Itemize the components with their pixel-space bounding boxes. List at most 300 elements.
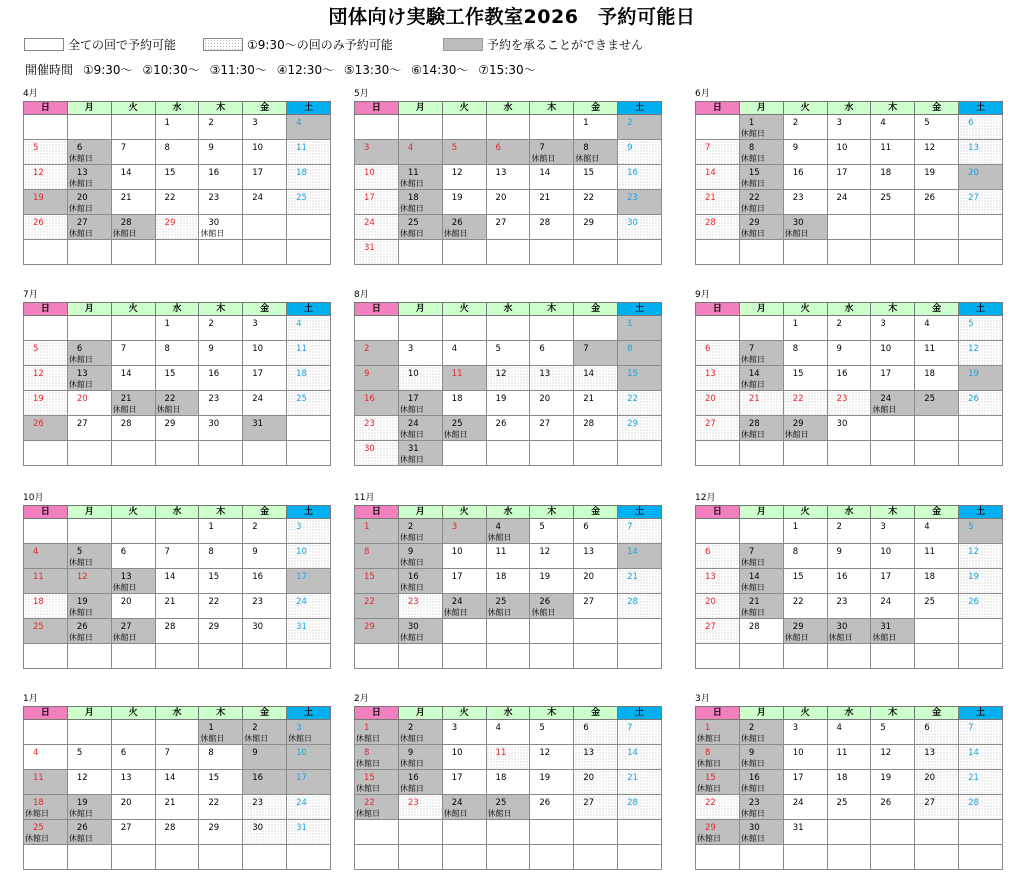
day-cell — [915, 795, 959, 820]
day-cell — [486, 720, 530, 745]
day-cell — [111, 619, 155, 644]
day-cell — [574, 594, 618, 619]
day-number: 25 — [33, 622, 44, 632]
day-number: 11 — [296, 344, 307, 354]
empty-cell — [67, 316, 111, 341]
day-number: 15 — [208, 773, 220, 783]
day-cell — [24, 341, 68, 366]
day-number: 31 — [407, 444, 419, 454]
day-number: 27 — [76, 218, 88, 228]
closed-note: 休館日 — [112, 633, 137, 642]
day-number: 2 — [407, 522, 414, 532]
month-calendar — [354, 694, 662, 870]
day-number: 5 — [924, 118, 930, 128]
weekday-header: 水 — [486, 102, 530, 115]
day-cell — [739, 720, 783, 745]
weekday-header: 土 — [618, 707, 662, 720]
day-cell — [618, 190, 662, 215]
day-cell — [827, 569, 871, 594]
day-cell — [398, 215, 442, 240]
closed-note: 休館日 — [872, 633, 897, 642]
weekday-header: 水 — [155, 707, 199, 720]
day-number: 11 — [33, 773, 44, 783]
closed-note: 休館日 — [740, 380, 765, 389]
closed-note: 休館日 — [740, 608, 765, 617]
empty-cell — [111, 316, 155, 341]
day-number: 16 — [364, 394, 375, 404]
day-number: 22 — [164, 394, 176, 404]
day-number: 27 — [583, 798, 595, 808]
closed-note: 休館日 — [68, 355, 93, 364]
day-cell — [155, 416, 199, 441]
month-label: 3月 — [695, 694, 710, 704]
day-cell — [959, 140, 1003, 165]
empty-cell — [287, 644, 331, 669]
day-number: 25 — [296, 394, 307, 404]
day-number: 28 — [627, 597, 638, 607]
day-cell — [486, 745, 530, 770]
weekday-header: 金 — [915, 707, 959, 720]
closed-note: 休館日 — [68, 229, 93, 238]
day-number: 19 — [495, 394, 507, 404]
weekday-header: 金 — [574, 303, 618, 316]
day-number: 14 — [627, 748, 638, 758]
empty-cell — [287, 215, 331, 240]
closed-note: 休館日 — [740, 129, 765, 138]
month-table — [354, 101, 662, 265]
empty-cell — [574, 845, 618, 870]
day-cell — [486, 190, 530, 215]
weekday-header: 土 — [287, 303, 331, 316]
day-number: 20 — [76, 394, 88, 404]
closed-note: 休館日 — [399, 558, 424, 567]
empty-cell — [696, 240, 740, 265]
day-number: 21 — [705, 193, 716, 203]
empty-cell — [871, 215, 915, 240]
day-cell — [398, 416, 442, 441]
day-number: 29 — [748, 218, 760, 228]
day-cell — [959, 341, 1003, 366]
empty-cell — [618, 644, 662, 669]
day-cell — [155, 140, 199, 165]
day-cell — [243, 770, 287, 795]
day-cell — [959, 316, 1003, 341]
legend-available-label: 全ての回で予約可能 — [68, 37, 177, 52]
day-cell — [355, 745, 399, 770]
day-number: 23 — [407, 798, 419, 808]
day-number: 5 — [968, 319, 974, 329]
day-cell — [696, 720, 740, 745]
day-cell — [618, 569, 662, 594]
weekday-header: 水 — [827, 506, 871, 519]
day-number: 13 — [583, 748, 595, 758]
empty-cell — [618, 820, 662, 845]
day-number: 26 — [880, 798, 892, 808]
day-number: 12 — [924, 143, 936, 153]
day-number: 26 — [539, 798, 551, 808]
day-number: 6 — [583, 723, 589, 733]
month-calendar — [695, 694, 1003, 870]
day-cell — [355, 341, 399, 366]
day-number: 26 — [539, 597, 551, 607]
day-number: 21 — [164, 597, 176, 607]
closed-note: 休館日 — [740, 229, 765, 238]
day-number: 30 — [252, 622, 264, 632]
weekday-header: 金 — [915, 303, 959, 316]
day-cell — [871, 316, 915, 341]
day-cell — [243, 720, 287, 745]
day-cell — [111, 391, 155, 416]
empty-cell — [827, 644, 871, 669]
day-number: 23 — [208, 394, 220, 404]
day-number: 30 — [364, 444, 375, 454]
empty-cell — [155, 720, 199, 745]
empty-cell — [739, 240, 783, 265]
day-number: 8 — [748, 143, 755, 153]
day-number: 17 — [451, 572, 463, 582]
day-number: 15 — [583, 168, 595, 178]
day-number: 4 — [296, 118, 302, 128]
day-number: 4 — [495, 723, 501, 733]
day-number: 15 — [705, 773, 716, 783]
weekday-header: 土 — [618, 303, 662, 316]
day-cell — [530, 165, 574, 190]
empty-cell — [111, 845, 155, 870]
day-cell — [287, 391, 331, 416]
day-number: 21 — [627, 572, 638, 582]
day-cell — [783, 720, 827, 745]
day-cell — [398, 720, 442, 745]
closed-note: 休館日 — [697, 734, 721, 743]
weekday-header: 木 — [199, 506, 243, 519]
closed-note: 休館日 — [25, 809, 49, 818]
day-number: 27 — [539, 419, 551, 429]
day-cell — [783, 745, 827, 770]
closed-note: 休館日 — [399, 734, 424, 743]
day-number: 2 — [252, 522, 258, 532]
closed-note: 休館日 — [68, 633, 93, 642]
day-number: 14 — [539, 168, 551, 178]
day-number: 31 — [364, 243, 375, 253]
day-number: 10 — [836, 143, 848, 153]
empty-cell — [696, 644, 740, 669]
empty-cell — [486, 316, 530, 341]
day-cell — [959, 795, 1003, 820]
weekday-header: 日 — [355, 303, 399, 316]
day-number: 9 — [252, 547, 258, 557]
weekday-header: 日 — [696, 506, 740, 519]
day-number: 28 — [120, 419, 132, 429]
closed-note: 休館日 — [244, 734, 269, 743]
day-number: 30 — [836, 419, 848, 429]
empty-cell — [24, 441, 68, 466]
closed-note: 休館日 — [740, 154, 765, 163]
day-number: 9 — [208, 143, 214, 153]
empty-cell — [486, 820, 530, 845]
empty-cell — [915, 845, 959, 870]
day-number: 27 — [120, 823, 132, 833]
day-cell — [199, 594, 243, 619]
day-cell — [783, 341, 827, 366]
day-cell — [783, 416, 827, 441]
day-cell — [442, 190, 486, 215]
day-cell — [442, 795, 486, 820]
closed-note: 休館日 — [740, 204, 765, 213]
day-number: 12 — [76, 572, 88, 582]
day-number: 22 — [583, 193, 595, 203]
weekday-header: 金 — [574, 506, 618, 519]
day-number: 11 — [924, 547, 936, 557]
weekday-header: 火 — [442, 102, 486, 115]
empty-cell — [915, 416, 959, 441]
day-number: 15 — [627, 369, 638, 379]
day-cell — [739, 115, 783, 140]
empty-cell — [24, 316, 68, 341]
day-cell — [783, 519, 827, 544]
day-number: 24 — [407, 419, 419, 429]
weekday-header: 金 — [243, 102, 287, 115]
day-cell — [827, 140, 871, 165]
day-cell — [696, 619, 740, 644]
day-cell — [243, 594, 287, 619]
day-number: 19 — [968, 369, 979, 379]
empty-cell — [696, 519, 740, 544]
day-cell — [739, 770, 783, 795]
day-number: 16 — [208, 369, 220, 379]
day-cell — [739, 366, 783, 391]
day-cell — [199, 619, 243, 644]
day-number: 4 — [296, 319, 302, 329]
weekday-header: 金 — [915, 102, 959, 115]
day-number: 2 — [792, 118, 799, 128]
weekday-header: 月 — [398, 506, 442, 519]
empty-cell — [442, 240, 486, 265]
closed-note: 休館日 — [740, 734, 765, 743]
month-table — [695, 101, 1003, 265]
day-cell — [574, 215, 618, 240]
day-number: 3 — [252, 319, 258, 329]
day-cell — [827, 720, 871, 745]
day-number: 18 — [924, 572, 936, 582]
day-number: 20 — [539, 394, 551, 404]
day-cell — [199, 165, 243, 190]
day-number: 26 — [451, 218, 463, 228]
empty-cell — [243, 441, 287, 466]
weekday-header: 月 — [739, 102, 783, 115]
day-number: 3 — [451, 723, 458, 733]
day-cell — [871, 341, 915, 366]
day-number: 2 — [748, 723, 755, 733]
closed-note: 休館日 — [443, 809, 468, 818]
day-number: 17 — [407, 394, 419, 404]
closed-note: 休館日 — [399, 759, 424, 768]
day-number: 30 — [407, 622, 419, 632]
day-number: 1 — [364, 522, 370, 532]
day-number: 25 — [495, 798, 507, 808]
day-cell — [486, 594, 530, 619]
empty-cell — [67, 240, 111, 265]
day-cell — [574, 140, 618, 165]
day-cell — [67, 594, 111, 619]
day-cell — [486, 795, 530, 820]
empty-cell — [199, 441, 243, 466]
month-label: 5月 — [354, 89, 369, 99]
day-number: 27 — [705, 419, 716, 429]
day-cell — [199, 341, 243, 366]
empty-cell — [243, 845, 287, 870]
day-number: 12 — [968, 547, 979, 557]
day-cell — [915, 544, 959, 569]
day-cell — [783, 215, 827, 240]
day-number: 24 — [880, 394, 892, 404]
weekday-header: 金 — [915, 506, 959, 519]
day-number: 1 — [164, 319, 170, 329]
empty-cell — [486, 441, 530, 466]
weekday-header: 水 — [155, 506, 199, 519]
day-number: 10 — [252, 344, 264, 354]
weekday-header: 火 — [111, 303, 155, 316]
day-number: 27 — [583, 597, 595, 607]
day-cell — [287, 341, 331, 366]
day-number: 27 — [76, 419, 88, 429]
day-number: 10 — [451, 547, 463, 557]
day-cell — [355, 770, 399, 795]
day-number: 10 — [364, 168, 375, 178]
day-cell — [111, 341, 155, 366]
day-cell — [243, 820, 287, 845]
empty-cell — [530, 316, 574, 341]
day-number: 20 — [76, 193, 88, 203]
weekday-header: 日 — [355, 506, 399, 519]
empty-cell — [243, 644, 287, 669]
empty-cell — [486, 115, 530, 140]
day-cell — [530, 341, 574, 366]
weekday-header: 木 — [871, 102, 915, 115]
day-number: 6 — [76, 143, 83, 153]
day-cell — [243, 190, 287, 215]
day-number: 20 — [705, 394, 716, 404]
day-number: 22 — [208, 597, 220, 607]
empty-cell — [67, 115, 111, 140]
day-cell — [530, 544, 574, 569]
empty-cell — [24, 240, 68, 265]
day-cell — [783, 115, 827, 140]
day-number: 9 — [407, 547, 414, 557]
month-label: 7月 — [23, 290, 38, 300]
day-number: 8 — [792, 344, 799, 354]
weekday-header: 土 — [287, 506, 331, 519]
closed-note: 休館日 — [68, 154, 93, 163]
weekday-header: 土 — [287, 707, 331, 720]
day-cell — [111, 366, 155, 391]
day-number: 22 — [164, 193, 176, 203]
day-number: 3 — [296, 522, 302, 532]
day-cell — [618, 795, 662, 820]
day-cell — [783, 391, 827, 416]
weekday-header: 月 — [398, 102, 442, 115]
day-number: 12 — [451, 168, 463, 178]
empty-cell — [618, 845, 662, 870]
day-cell — [827, 544, 871, 569]
day-number: 13 — [120, 773, 132, 783]
day-number: 31 — [296, 622, 307, 632]
closed-note: 休館日 — [784, 229, 809, 238]
empty-cell — [739, 845, 783, 870]
empty-cell — [111, 519, 155, 544]
closed-note: 休館日 — [356, 809, 380, 818]
month-label: 9月 — [695, 290, 710, 300]
day-cell — [287, 165, 331, 190]
empty-cell — [959, 644, 1003, 669]
day-cell — [959, 569, 1003, 594]
day-number: 17 — [880, 369, 892, 379]
empty-cell — [959, 619, 1003, 644]
day-cell — [739, 140, 783, 165]
day-number: 9 — [792, 143, 799, 153]
day-cell — [355, 720, 399, 745]
day-cell — [618, 720, 662, 745]
day-number: 5 — [880, 723, 886, 733]
closed-note: 休館日 — [68, 608, 93, 617]
day-number: 8 — [208, 547, 214, 557]
day-cell — [530, 770, 574, 795]
empty-cell — [111, 720, 155, 745]
day-number: 28 — [748, 622, 760, 632]
day-cell — [24, 140, 68, 165]
day-number: 2 — [627, 118, 633, 128]
day-number: 7 — [120, 143, 127, 153]
weekday-header: 月 — [739, 506, 783, 519]
day-number: 21 — [748, 597, 760, 607]
month-label: 8月 — [354, 290, 369, 300]
day-cell — [243, 519, 287, 544]
day-cell — [67, 215, 111, 240]
day-number: 26 — [76, 823, 88, 833]
day-cell — [398, 770, 442, 795]
day-number: 7 — [539, 143, 545, 153]
day-cell — [111, 594, 155, 619]
day-number: 1 — [364, 723, 370, 733]
empty-cell — [398, 115, 442, 140]
closed-note: 休館日 — [740, 809, 765, 818]
closed-note: 休館日 — [872, 405, 897, 414]
day-number: 1 — [208, 723, 214, 733]
empty-cell — [696, 316, 740, 341]
day-cell — [24, 391, 68, 416]
closed-note: 休館日 — [399, 204, 424, 213]
day-number: 25 — [495, 597, 507, 607]
day-number: 2 — [252, 723, 258, 733]
day-number: 7 — [120, 344, 127, 354]
weekday-header: 月 — [398, 707, 442, 720]
day-cell — [530, 366, 574, 391]
day-cell — [442, 215, 486, 240]
opening-hours — [25, 61, 542, 78]
day-number: 8 — [164, 344, 170, 354]
day-cell — [155, 569, 199, 594]
day-number: 2 — [364, 344, 370, 354]
weekday-header: 木 — [530, 102, 574, 115]
day-cell — [442, 341, 486, 366]
day-number: 16 — [748, 773, 760, 783]
month-calendar — [354, 493, 662, 669]
day-number: 22 — [627, 394, 638, 404]
closed-note: 休館日 — [399, 229, 424, 238]
day-cell — [739, 594, 783, 619]
day-cell — [486, 215, 530, 240]
day-number: 2 — [836, 522, 842, 532]
day-number: 23 — [792, 193, 804, 203]
